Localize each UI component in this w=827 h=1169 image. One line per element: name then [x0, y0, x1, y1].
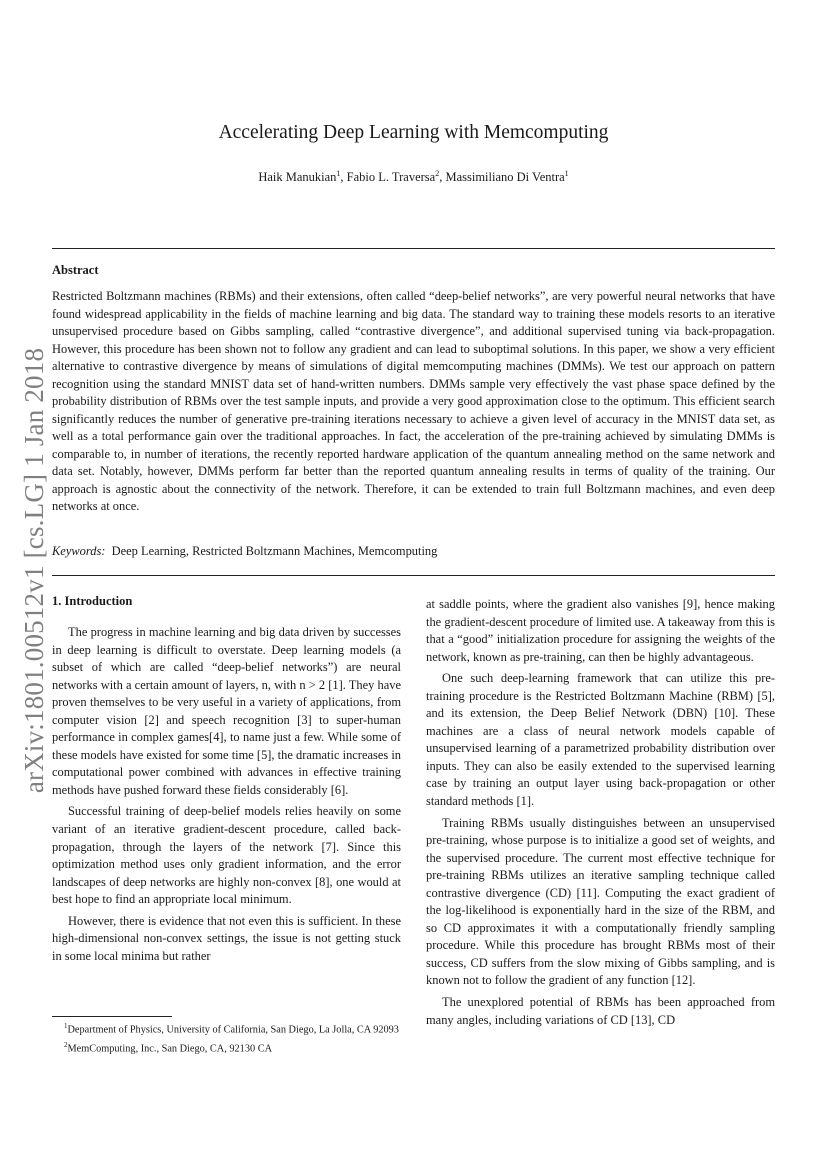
author-list: Haik Manukian$^1$, Fabio L. Traversa$^2$, Massimiliano Di Ventra$^1$	[258, 169, 569, 185]
top-rule	[52, 248, 775, 249]
paragraph: The unexplored potential of RBMs has been approached from many angles, including variations of CD [13], CD	[426, 995, 775, 1027]
footnote-mark: 2	[64, 1040, 68, 1049]
right-column	[426, 596, 775, 1029]
keywords-text: Deep Learning, Restricted Boltzmann Machines, Memcomputing	[111, 544, 438, 558]
keywords-label: Keywords:	[52, 544, 106, 558]
author-name: Haik Manukian	[258, 170, 337, 185]
paragraph: One such deep-learning framework that can utilize this pre-training procedure is the Restricted Boltzmann Machine (RBM) [5], and its extension, the Deep Belief Network (DBN) [10]. These machines are a class of neural network models capable of unsupervised learning of a parametrized probability distribution over inputs. They can also be easily extended to the supervised learning case by training an output layer using back-propagation or other standard methods [1].	[426, 671, 775, 809]
bottom-rule	[52, 575, 775, 576]
abstract-text: Restricted Boltzmann machines (RBMs) and their extensions, often called “deep-belief networks”, are very powerful neural networks that have found widespread applicability in the fields of machine learning and big data. The standard way to training these models resorts to an iterative unsupervised procedure based on Gibbs sampling, called “contrastive divergence”, and additional supervised tuning via back-propagation. However, this procedure has been shown not to follow any gradient and can lead to suboptimal solutions. In this paper, we show a very efficient alternative to contrastive divergence by means of simulations of digital memcomputing machines (DMMs). We test our approach on pattern recognition using the standard MNIST data set of hand-written numbers. DMMs sample very effectively the vast phase space defined by the probability distribution of RBMs over the test sample inputs, and provide a very good approximation close to the optimum. This efficient search significantly reduces the number of generative pre-training iterations necessary to achieve a given level of accuracy in the MNIST data set, as well as a total performance gain over the traditional approaches. In fact, the acceleration of the pre-training achieved by simulating DMMs is comparable to, in number of iterations, the recently reported hardware application of the quantum annealing method on the same network and data set. Notably, however, DMMs perform far better than the reported quantum annealing results in terms of quality of the training. Our approach is agnostic about the connectivity of the network. Therefore, it can be extended to train full Boltzmann machines, and even deep networks at once.	[52, 289, 775, 513]
footnote-mark: 1	[64, 1022, 68, 1030]
paragraph: However, there is evidence that not even this is sufficient. In these high-dimensional non-convex settings, the issue is not getting stuck in some local minima but rather	[52, 913, 401, 963]
paragraph: Training RBMs usually distinguishes between an unsupervised pre-training, whose purpose is to initialize a good set of weights, and the supervised procedure. The current most effective technique for pre-training RBMs utilizes an iterative sampling technique called contrastive divergence (CD) [11]. Computing the exact gradient of the log-likelihood is exponentially hard in the size of the RBM, and so CD approximates it with a computationally friendly sampling procedure. While this procedure has brought RBMs most of their success, CD suffers from the slow mixing of Gibbs sampling, and is known not to follow the gradient of any function [12].	[426, 815, 775, 988]
footnote-rule	[52, 1016, 172, 1017]
keywords	[52, 544, 775, 559]
arxiv-stamp	[19, 347, 50, 793]
paragraph: Successful training of deep-belief models relies heavily on some variant of an iterative gradient-descent procedure, called back-propagation, through the layers of the network [7]. Since this optimization method uses only gradient information, and the error landscapes of deep networks are highly non-convex [8], one would at best hope to find an appropriate local minimum.	[52, 804, 401, 907]
left-column	[52, 624, 401, 965]
footnote-text: Department of Physics, University of California, San Diego, La Jolla, CA 92093	[67, 1024, 399, 1036]
section-heading: 1. Introduction	[52, 594, 133, 608]
affiliation-mark: 1	[336, 169, 341, 178]
author-name: Fabio L. Traversa	[346, 170, 436, 185]
affiliation-mark: 2	[435, 169, 440, 178]
paragraph: at saddle points, where the gradient also vanishes [9], hence making the gradient-descent procedure of limited use. A takeaway from this is that a “good” initialization procedure for assigning the weights of the network, known as pre-training, can then be highly advantageous.	[426, 597, 775, 664]
abstract-heading: Abstract	[52, 263, 99, 277]
footnotes	[52, 1019, 404, 1057]
footnote-text: MemComputing, Inc., San Diego, CA, 92130 CA	[67, 1043, 272, 1055]
paper-title: Accelerating Deep Learning with Memcomputing	[218, 122, 609, 143]
footnote	[52, 1019, 404, 1038]
footnote	[52, 1038, 404, 1057]
arxiv-id: arXiv:1801.00512v1 [cs.LG] 1 Jan 2018	[19, 347, 50, 793]
author-name: Massimiliano Di Ventra	[445, 170, 565, 185]
paragraph: The progress in machine learning and big data driven by successes in deep learning is difficult to overstate. Deep learning models (a subset of which are called “deep-belief networks”) are neural networks with a certain amount of layers, n, with n > 2 [1]. They have proven themselves to be very useful in a variety of applications, from computer vision [2] and speech recognition [3] to super-human performance in complex games[4], to name just a few. While some of these models have existed for some time [5], the dramatic increases in computational power combined with advances in effective training methods have pushed forward these fields considerably [6].	[52, 625, 401, 797]
affiliation-mark: 1	[564, 169, 569, 178]
